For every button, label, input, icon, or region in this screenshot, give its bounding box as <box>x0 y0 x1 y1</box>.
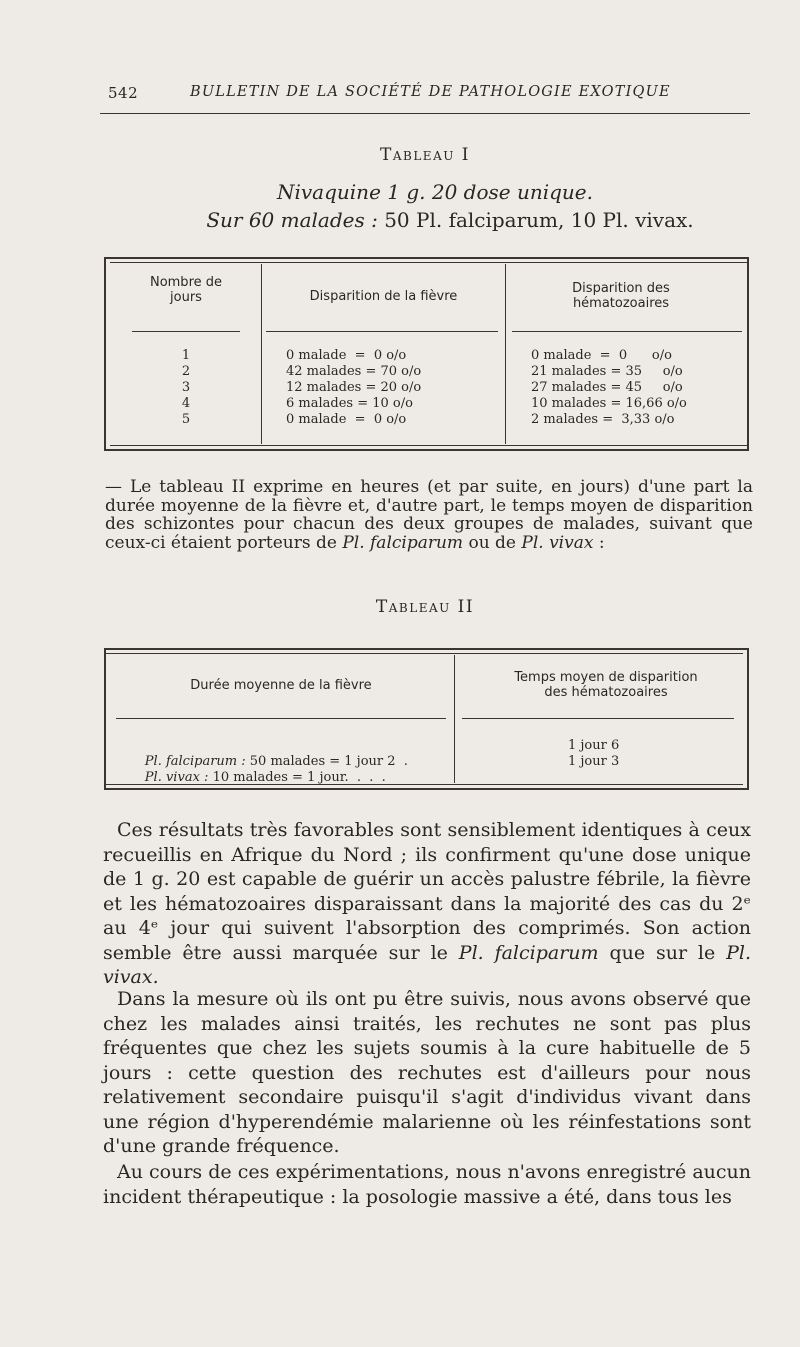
paragraph-rechutes: Dans la mesure où ils ont pu être suivis, nous avons observé que chez les malades ainsi traités, les rechutes ne sont pas plus fréquentes que chez les sujets soumis à la cure habituelle de 5 jours : cette question des rechutes est d'ailleurs pour nous relativement secondaire puisqu'il s'agit d'individus vivant dans une région d'hyperendémie malarienne où les réinfestations sont d'une grande fréquence. <box>103 988 751 1157</box>
paragraph-results: Ces résultats très favorables sont sensiblement identiques à ceux recueillis en Afrique du Nord ; ils confirment qu'une dose unique de 1 g. 20 est capable de guérir un accès palustre fébrile, la fièvre et les hématozoaires disparaissant dans la majorité des cas du 2ᵉ au 4ᵉ jour qui suivent l'absorption des comprimés. Son action semble être aussi marquée sur le Pl. falciparum que sur le Pl. vivax. <box>103 819 751 988</box>
table-cell: 0 malade = 0 o/o <box>286 348 407 363</box>
table2 <box>104 648 749 790</box>
table1-subtitle-lead: Sur 60 malades : <box>206 208 378 232</box>
table-cell: 12 malades = 20 o/o <box>286 380 422 395</box>
table-cell: 27 malades = 45 o/o <box>531 380 683 395</box>
table-cell: 21 malades = 35 o/o <box>531 364 683 379</box>
table-cell: 10 malades = 16,66 o/o <box>531 396 687 411</box>
paragraph-tableau2-intro: — Le tableau II exprime en heures (et par suite, en jours) d'une part la durée moyenne de la fièvre et, d'autre part, le temps moyen de disparition des schizontes pour chacun des deux groupes de malades, suivant que ceux-ci étaient porteurs de Pl. falciparum ou de Pl. vivax : <box>105 477 753 553</box>
table2-hemato-vivax: 1 jour 3 <box>568 754 620 769</box>
table2-inner-rule-top <box>106 653 743 654</box>
table1-subtitle-patients <box>0 208 800 232</box>
table1-header-rule-3 <box>512 331 742 332</box>
table-cell: 2 <box>181 364 191 379</box>
table2-title: Tableau II <box>375 597 475 617</box>
table2-header-rule-2 <box>462 718 734 719</box>
table1-header-fever: Disparition de la fièvre <box>309 289 458 304</box>
table1-divider-1 <box>261 264 262 444</box>
table-cell: 5 <box>181 412 191 427</box>
table1-title: Tableau I <box>380 145 470 165</box>
table-cell: 4 <box>181 396 191 411</box>
table2-header-hemato: Temps moyen de disparition des hématozoaires <box>514 670 698 700</box>
table1-subtitle-rest: 50 Pl. falciparum, 10 Pl. vivax. <box>384 208 694 232</box>
table1 <box>104 257 749 451</box>
table2-row-vivax: Pl. vivax : 10 malades = 1 jour. . . . <box>144 770 386 785</box>
table1-header-rule-1 <box>132 331 240 332</box>
header-rule <box>100 113 750 114</box>
running-head <box>108 82 758 108</box>
journal-title: BULLETIN DE LA SOCIÉTÉ DE PATHOLOGIE EXOTIQUE <box>190 84 671 100</box>
table1-hemato-column <box>531 348 751 428</box>
table1-header-days: Nombre de jours <box>149 275 223 305</box>
table-cell: 3 <box>181 380 191 395</box>
table2-header-rule-1 <box>116 718 446 719</box>
table1-header-rule-2 <box>266 331 498 332</box>
table1-header-hemato: Disparition des hématozoaires <box>572 281 670 311</box>
table2-hemato-falciparum: 1 jour 6 <box>568 738 620 753</box>
table2-divider <box>454 655 455 783</box>
table1-fever-column <box>286 348 486 428</box>
table2-row-falciparum: Pl. falciparum : 50 malades = 1 jour 2 . <box>144 754 408 769</box>
table-cell: 1 <box>181 348 191 363</box>
table-cell: 0 malade = 0 o/o <box>531 348 672 363</box>
table-cell: 0 malade = 0 o/o <box>286 412 407 427</box>
table-cell: 42 malades = 70 o/o <box>286 364 422 379</box>
table1-days-column <box>166 348 206 428</box>
table1-inner-rule-top <box>110 262 747 263</box>
table-cell: 6 malades = 10 o/o <box>286 396 413 411</box>
table2-header-fever: Durée moyenne de la fièvre <box>190 678 372 693</box>
page-number: 542 <box>108 84 139 102</box>
table-cell: 2 malades = 3,33 o/o <box>531 412 675 427</box>
paragraph-incident: Au cours de ces expérimentations, nous n'avons enregistré aucun incident thérapeutique : la posologie massive a été, dans tous les <box>103 1161 751 1208</box>
table1-inner-rule-bottom <box>110 445 747 446</box>
table1-subtitle-drug: Nivaquine 1 g. 20 dose unique. <box>276 180 593 204</box>
table1-divider-2 <box>505 264 506 444</box>
